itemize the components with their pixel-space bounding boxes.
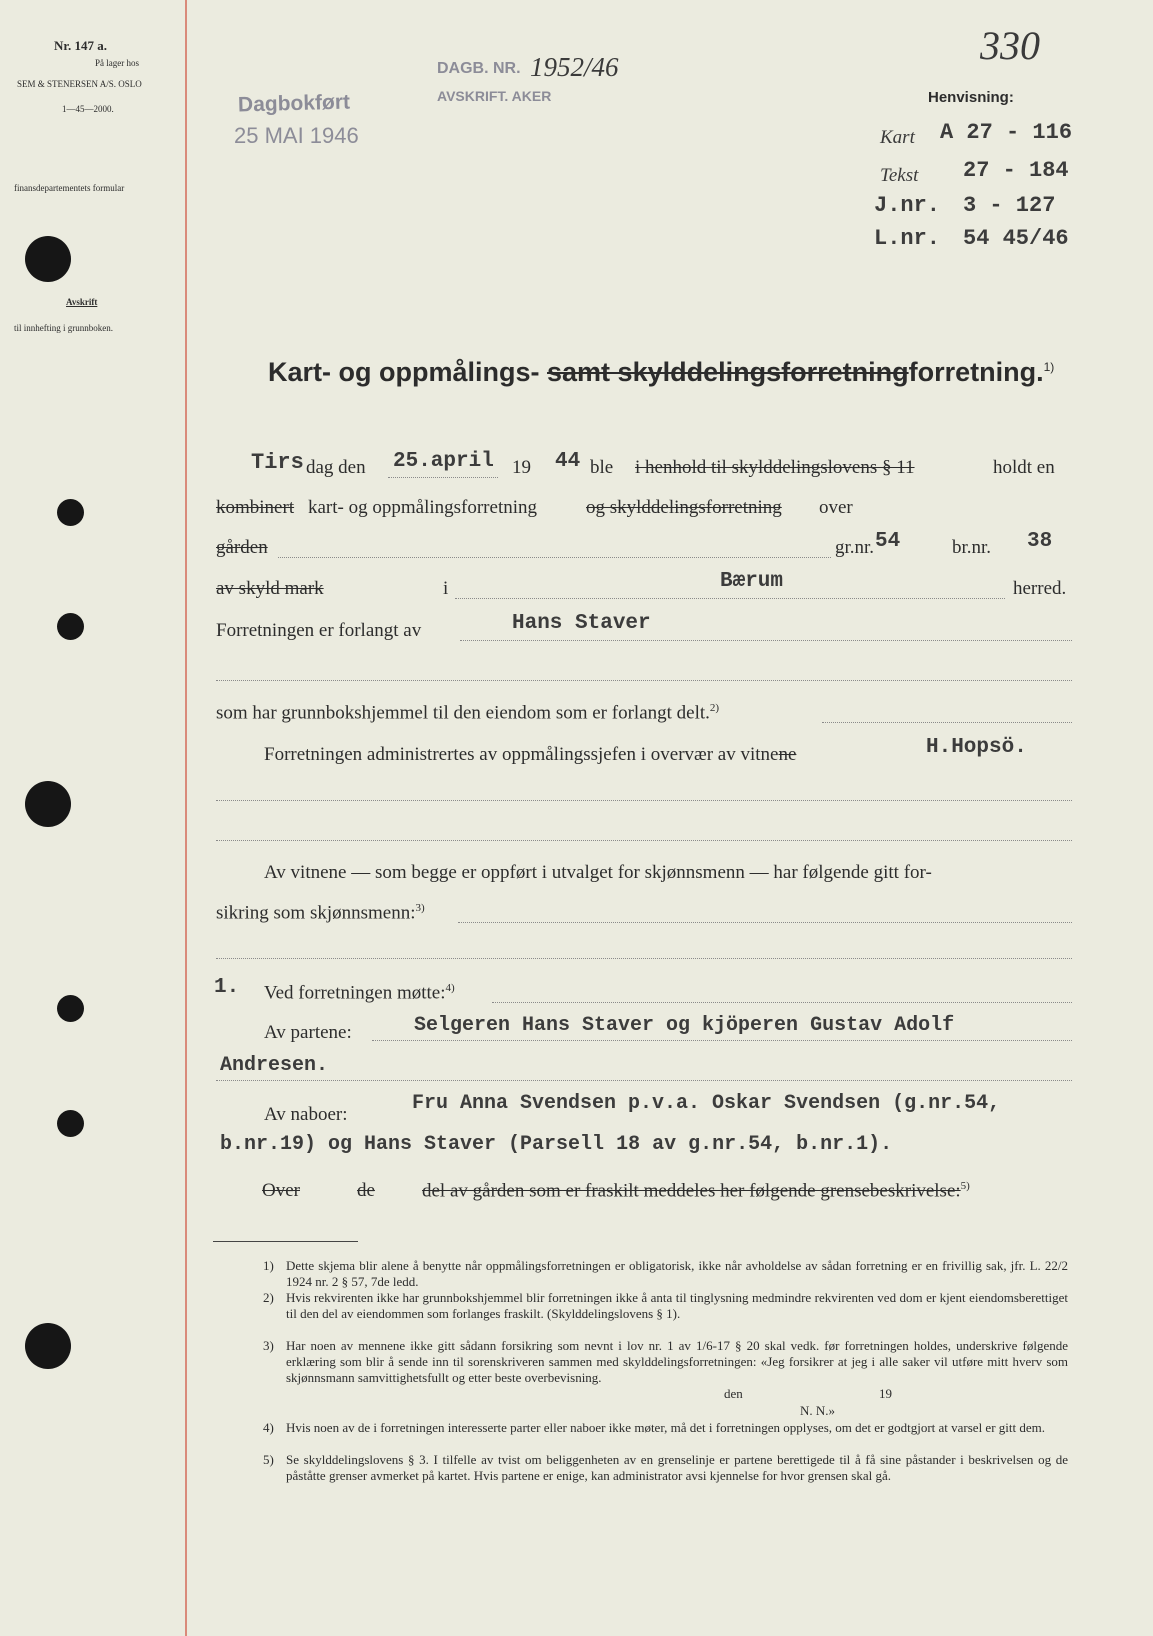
struck-over: Over [262,1180,300,1201]
ref-value: A 27 - 116 [940,120,1073,145]
herred-label: herred. [1013,578,1067,599]
brnr-label: br.nr. [952,537,992,558]
partene-label: Av partene: [264,1022,352,1043]
footnote: 2) Hvis rekvirenten ikke har grunnbokshjemmel blir forretningen ikke å anta til tinglysning medmindre rekvirenten ved dom er kjent eiendomsberettiget til den del av eiendommen som forlanges fraskilt. (Skylddelingslovens § 1). [263,1290,1068,1321]
punch-hole [25,236,71,282]
punch-hole [25,1323,71,1369]
ref-value: 54 45/46 [963,226,1069,251]
copy-note: til innhefting i grunnboken. [14,323,113,333]
forlangt-value: Hans Staver [512,612,651,635]
grnr-value: 54 [875,530,901,553]
fill-line [216,1080,1072,1081]
partene-value1: Selgeren Hans Staver og kjöperen Gustav Adolf [414,1014,955,1037]
ref-label: Tekst [880,165,919,186]
grnr-label: gr.nr. [835,537,875,558]
ref-value: 3 - 127 [963,193,1056,218]
admin-text: Forretningen administrertes av oppmålingssjefen i overvær av vitnene [264,744,797,765]
fn3-den: den [724,1386,743,1401]
fill-line [458,922,1072,923]
struck-garden: gården [216,537,268,558]
footnote-rule [213,1241,358,1242]
struck-law: i henhold til skylddelingslovens § 11 [635,457,915,478]
fill-line [278,557,831,558]
footnote: 5) Se skylddelingslovens § 3. I tilfelle av tvist om beliggenheten av en grenselinje er partene berettigede til å få sine påstander i beskrivelsen og de påståtte grenser avmerket på kartet. Hvis partene er enige, kan administrator avsi kjennelse for hvor grensen skal gå. [263,1452,1068,1483]
punch-hole [57,1110,84,1137]
fn3-sign: N. N.» [800,1403,836,1418]
page-number: 330 [980,23,1040,68]
brnr-value: 38 [1027,530,1053,553]
reference-heading: Henvisning: [928,89,1014,106]
dagbokfort-stamp: Dagbokført [237,90,351,117]
fill-line [216,680,1072,681]
fill-line [492,1002,1072,1003]
item-number: 1. [214,976,240,999]
fill-line [216,800,1072,801]
vitnene-line1: Av vitnene — som begge er oppført i utvalget for skjønnsmenn — har følgende gitt for- [264,862,932,883]
holdt-en: holdt en [993,457,1055,478]
fill-line [388,477,498,478]
punch-hole [57,613,84,640]
fn3-year: 19 [879,1386,892,1401]
naboer-value2: b.nr.19) og Hans Staver (Parsell 18 av g.nr.54, b.nr.1). [220,1133,893,1156]
avskrift-stamp: AVSKRIFT. AKER [437,88,552,104]
naboer-label: Av naboer: [264,1104,348,1125]
motte-text: Ved forretningen møtte:$^{4)}$ [264,982,455,1004]
over-text: over [819,497,853,518]
date-value: 25.april [393,450,494,473]
footnote: 4) Hvis noen av de i forretningen interesserte parter eller naboer ikke møter, må det i forretningen opplyses, om det er godtgjort at varsel er gitt dem. [263,1420,1046,1435]
dagb-nr-label: DAGB. NR. [437,60,521,77]
fill-line [455,598,1005,599]
year-prefix: 19 [512,457,531,478]
naboer-value1: Fru Anna Svendsen p.v.a. Oskar Svendsen (g.nr.54, [412,1092,1001,1115]
fill-line [822,722,1072,723]
title-struck: samt skylddelingsforretning [547,357,909,387]
punch-hole [57,995,84,1022]
struck-de: de [357,1180,375,1201]
title-sup: 1) [1043,360,1055,374]
punch-hole [25,781,71,827]
print-code: 1—45—2000. [62,104,114,114]
ref-label: Kart [880,127,915,148]
struck-kombinert: kombinert [216,497,295,518]
ministry-note: finansdepartementets formular [14,183,125,193]
struck-del: del av gården som er fraskilt meddeles her følgende grensebeskrivelse:$^{5)}$ [422,1180,970,1202]
margin-line [185,0,187,1636]
document-title: Kart- og oppmålings- samt skylddelingsforretningforretning.$^{1)}$ [268,357,1055,387]
footnote: 1) Dette skjema blir alene å benytte når oppmålingsforretningen er obligatorisk, ikke når avholdelse av sådan forretning er en frivillig sak, jfr. L. 22/2 1924 nr. 2 § 57, 7de ledd. [263,1258,1068,1289]
fill-line [372,1040,1072,1041]
form-number: Nr. 147 a. [54,38,107,53]
forlangt-label: Forretningen er forlangt av [216,620,422,641]
dagb-nr-value: 1952/46 [530,52,619,82]
partene-value2: Andresen. [220,1054,329,1077]
day-handwritten: Tirs [251,450,304,475]
admin-value: H.Hopsö. [926,736,1027,759]
ble-text: ble [590,457,614,478]
year-value: 44 [555,450,581,473]
title-part1: Kart- og oppmålings- [268,357,540,387]
fill-line [216,840,1072,841]
struck-av-skyld: av skyld mark [216,578,324,599]
ref-value: 27 - 184 [963,158,1069,183]
day-suffix: dag den [306,457,366,478]
publisher-line1: På lager hos [95,58,139,68]
i-text: i [443,578,449,599]
fill-line [216,958,1072,959]
fill-line [460,640,1072,641]
herred-value: Bærum [720,570,784,593]
grunnbok-text: som har grunnbokshjemmel til den eiendom som er forlangt delt.$^{2)}$ [216,702,720,724]
struck-skyld: og skylddelingsforretning [586,497,782,518]
copy-label: Avskrift [66,297,98,307]
ref-label: J.nr. [874,193,941,218]
footnote: 3) Har noen av mennene ikke gitt sådann forsikring som nevnt i lov nr. 1 av 1/6-17 § 20 skal vedk. før forretningen holdes, underskrive følgende erklæring som blir å sende inn til sorenskriveren sammen med skylddelingsforretningen: «Jeg forsikrer at jeg i alle saker vil utføre mitt hverv som skjønnsmann samvittighetsfullt og etter beste overbevisning. [263,1338,1068,1385]
ref-label: L.nr. [874,226,941,251]
kart-og-text: kart- og oppmålingsforretning [308,497,538,518]
punch-hole [57,499,84,526]
vitnene-line2: sikring som skjønnsmenn:$^{3)}$ [216,902,425,924]
publisher-line2: SEM & STENERSEN A/S. OSLO [17,79,142,89]
date-stamp: 25 MAI 1946 [234,123,359,148]
